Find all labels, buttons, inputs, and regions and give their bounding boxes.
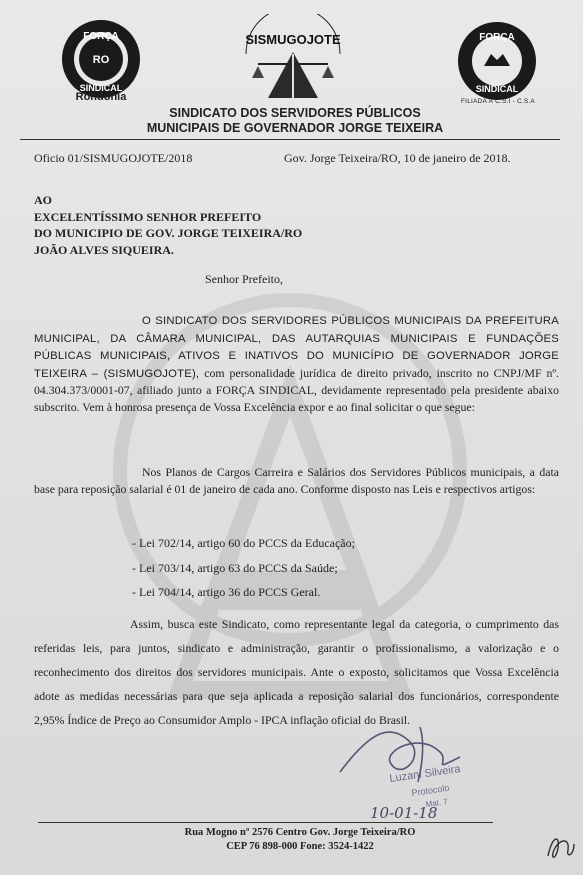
paragraph-2 xyxy=(34,464,559,497)
stamp-name: Luzani Silveira xyxy=(388,763,462,785)
paragraph-1-rest: com personalidade jurídica de direito privado, inscrito no CNPJ/MF nº. 04.304.373/0001-07, afiliado junto a FORÇA SINDICAL, devidamente representado pela presidente abaixo subscrito. Vem à honrosa presença de Vossa Excelência expor e ao final solicitar o que segue: xyxy=(34,365,559,414)
addressee-block xyxy=(34,192,302,258)
stamp-role: Protocolo xyxy=(410,782,450,798)
right-logo-caption: FILIADA À C.S.I - C.S.A xyxy=(461,98,535,105)
addressee-line: AO xyxy=(34,193,52,207)
stamp-mat: Mat. 7 xyxy=(425,796,449,809)
footer-line1: Rua Mogno nº 2576 Centro Gov. Jorge Teixeira/RO xyxy=(184,827,416,838)
sismugojote-logo xyxy=(228,14,358,104)
letter-date: Gov. Jorge Teixeira/RO, 10 de janeiro de 2018. xyxy=(284,151,511,165)
svg-text:FORÇA: FORÇA xyxy=(83,31,119,42)
paragraph-1-caps: O SINDICATO DOS SERVIDORES PÚBLICOS MUNICIPAIS DA PREFEITURA MUNICIPAL, DA CÂMARA MUNICIPAL, DAS AUTARQUIAS MUNICIPAIS E FUNDAÇÕES PÚBLICAS MUNICIPAIS, ATIVOS E INATIVOS DO MUNICÍPIO DE GOVERNADOR JORGE TEIXEIRA – (SISMUGOJOTE), xyxy=(34,315,559,380)
footer-line2: CEP 76 898-000 Fone: 3524-1422 xyxy=(226,841,374,852)
svg-text:FORÇA: FORÇA xyxy=(479,32,515,43)
law-item: - Lei 702/14, artigo 60 do PCCS da Educação; xyxy=(132,536,355,550)
paragraph-3-text: Assim, busca este Sindicato, como representante legal da categoria, o cumprimento das referidas leis, para juntos, sindicato e administração, garantir o profissionalismo, a valorização e o reconhecimento dos direitos dos servidores municipais. Ante o exposto, solicitamos que Vossa Excelência adote as medidas necessárias para que seja aplicada a reposição salarial dos funcionários, correspondente 2,95% Índice de Preço ao Consumidor Amplo - IPCA inflação oficial do Brasil. xyxy=(34,617,559,727)
law-item: - Lei 703/14, artigo 63 do PCCS da Saúde; xyxy=(132,561,338,575)
stamp-date: 10-01-18 xyxy=(370,804,438,822)
svg-text:SINDICAL: SINDICAL xyxy=(79,83,123,93)
letter-reference: Oficio 01/SISMUGOJOTE/2018 xyxy=(34,151,193,165)
left-logo-caption: Rondônia xyxy=(75,91,127,103)
footer-divider xyxy=(38,822,493,823)
law-item: - Lei 704/14, artigo 36 do PCCS Geral. xyxy=(132,585,321,599)
union-name-line1: SINDICATO DOS SERVIDORES PÚBLICOS xyxy=(169,106,421,120)
salutation: Senhor Prefeito, xyxy=(205,272,283,286)
svg-text:SINDICAL: SINDICAL xyxy=(475,84,519,94)
protocol-stamp-signature xyxy=(330,712,510,822)
forca-sindical-logo-right xyxy=(456,20,538,102)
union-name-line2: MUNICIPAIS DE GOVERNADOR JORGE TEIXEIRA xyxy=(146,121,444,135)
addressee-line: JOÃO ALVES SIQUEIRA. xyxy=(34,242,174,257)
svg-text:SISMUGOJOTE: SISMUGOJOTE xyxy=(245,32,341,47)
addressee-line: EXCELENTÍSSIMO SENHOR PREFEITO xyxy=(34,209,262,224)
union-name xyxy=(110,106,480,136)
handwritten-initials xyxy=(544,826,578,866)
addressee-line: DO MUNICIPIO DE GOV. JORGE TEIXEIRA/RO xyxy=(34,226,303,240)
svg-text:RO: RO xyxy=(92,54,110,66)
paragraph-2-text: Nos Planos de Cargos Carreira e Salários dos Servidores Públicos municipais, a data base para reposição salarial é 01 de janeiro de cada ano. Conforme disposto nas Leis e respectivos artigos: xyxy=(34,465,559,496)
paragraph-1 xyxy=(34,312,559,415)
forca-sindical-logo-left xyxy=(60,18,142,100)
footer-address xyxy=(110,826,490,854)
header-divider xyxy=(20,139,560,140)
